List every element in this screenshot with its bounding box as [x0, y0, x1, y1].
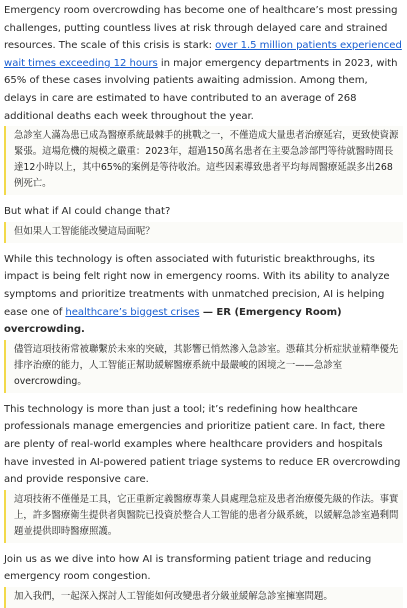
paragraph-tool: This technology is more than just a tool; it’s redefining how healthcare professionals manage emergencies and prioritize patient care. In fact, there are plenty of real-world examples where healthcare providers and hospitals have invested in AI-powered patient triage systems to reduce ER overcrowding and provide responsive care. — [4, 403, 401, 486]
wait-times-link[interactable]: over 1.5 million patients experienced wait times exceeding 12 hours — [4, 40, 402, 69]
translation-block-1: 急診室人滿為患已成為醫療系統最棘手的挑戰之一，不僅造成大量患者治療延宕，更致使資源緊張。這場危機的規模之嚴重：2023年，超過150萬名患者在主要急診部門等待就醫時間長達12小時以上，其中65%的案例是等待收治。這些因素導致患者平均每周醫療延誤多出268例死亡。 — [4, 126, 403, 195]
translation-block-2: 但如果人工智能能改變這局面呢？ — [4, 222, 403, 243]
paragraph-intro — [4, 2, 403, 125]
paragraph-question: But what if AI could change that? — [4, 206, 171, 218]
intro-text-end: in major emergency departments in 2023, with 65% of these cases involving patients awaiting admission. Among them, delays in care are estimated to have contributed to an average of 268 additional deaths each week throughout the year. — [4, 57, 398, 122]
biggest-crises-link[interactable]: healthcare’s biggest crises — [65, 306, 200, 318]
intro-text-start: Emergency room overcrowding has become one of healthcare’s most pressing challenges, putting countless lives at risk through delayed care and strained resources. The scale of this crisis is stark: — [4, 5, 398, 52]
translation-block-3: 儘管這項技術常被聯繫於未來的突破，其影響已悄然滲入急診室。憑藉其分析症狀並精準優先排序治療的能力，人工智能正幫助緩解醫療系統中最嚴峻的困境之一——急診室 overcrowding。 — [4, 340, 403, 393]
paragraph-join: Join us as we dive into how AI is transforming patient triage and reducing emergency room congestion. — [4, 553, 372, 583]
paragraph-technology — [4, 251, 403, 339]
translation-block-5: 加入我們，一起深入探討人工智能如何改變患者分級並緩解急診室擁塞問題。 — [4, 587, 403, 608]
translation-block-4: 這項技術不僅僅是工具，它正重新定義醫療專業人員處理急症及患者治療優先級的作法。事實上，許多醫療衛生提供者與醫院已投資於整合人工智能的患者分級系統，以緩解急診室過剩問題並提供即時醫療照護。 — [4, 490, 403, 543]
er-overcrowding-emphasis: — ER (Emergency Room) overcrowding. — [4, 306, 342, 336]
technology-text: While this technology is often associated with futuristic breakthroughs, its impact is being felt right now in emergency rooms. With its ability to analyze symptoms and prioritize treatments with unmatched precision, AI is helping ease one of — [4, 253, 390, 318]
